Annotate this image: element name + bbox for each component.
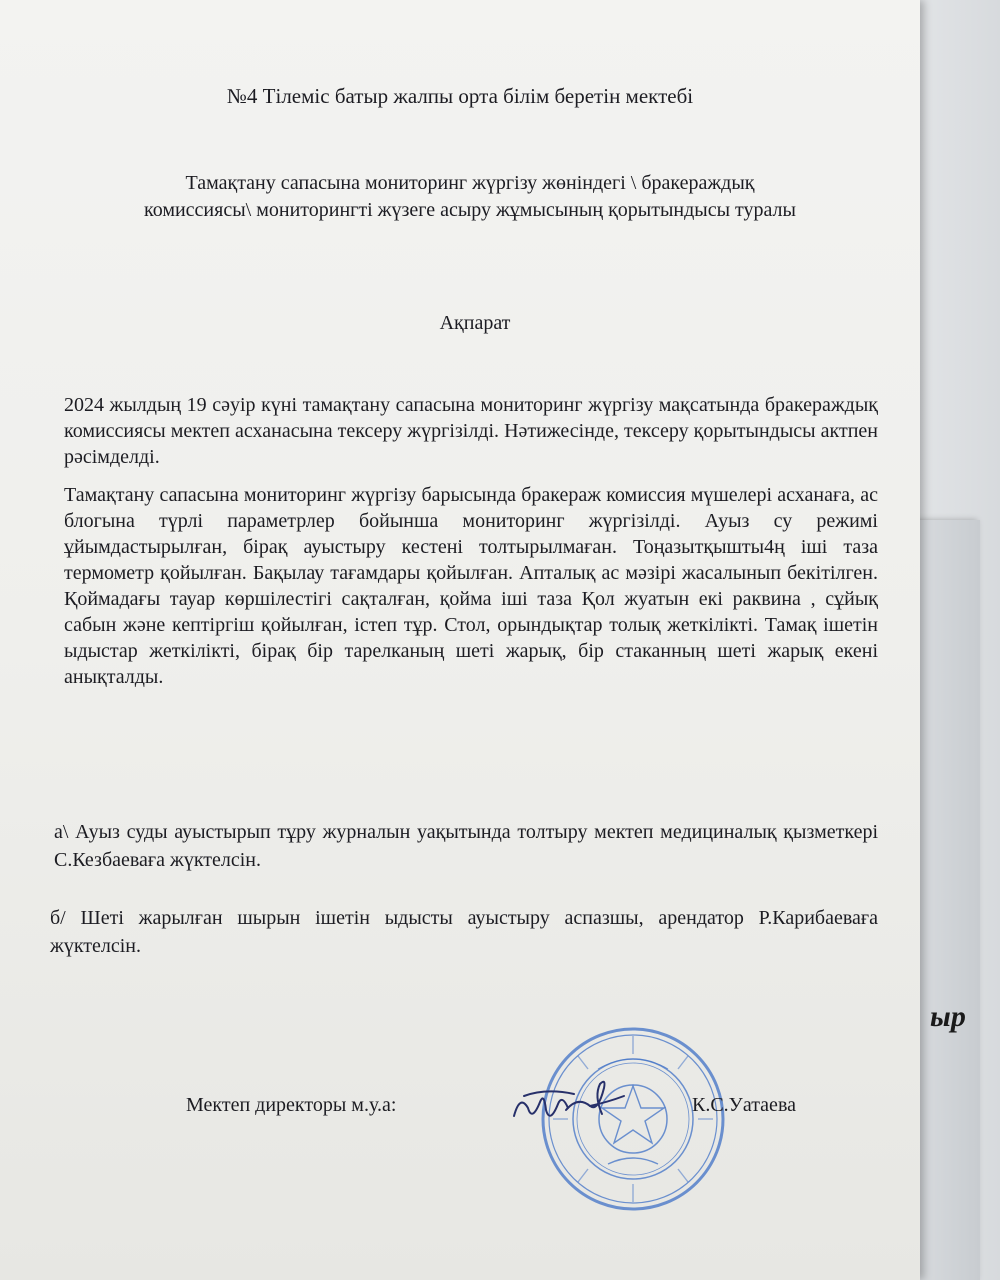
decision-item-a: а\ Ауыз суды ауыстырып тұру журналын уақытында толтыру мектеп медициналық қызметкері С.Кезбаеваға жүктелсін.: [54, 821, 878, 871]
signatory-name: К.С.Уатаева: [692, 1094, 796, 1116]
paragraph-1: 2024 жылдың 19 сәуір күні тамақтану сапасына мониторинг жүргізу мақсатында бракераждық комиссиясы мектеп асханасына тексеру жүргізілді. Нәтижесінде, тексеру қорытындысы актпен рәсімделді.: [64, 394, 878, 468]
subject-line-2: комиссиясы\ мониторингті жүзеге асыру жұмысының қорытындысы туралы: [144, 199, 796, 221]
background-sheet-text: ыр: [930, 1000, 966, 1033]
subject-line-1: Тамақтану сапасына мониторинг жүргізу жөніндегі \ бракераждық: [185, 172, 755, 194]
document-subject: [80, 170, 860, 224]
signature-icon: [506, 1066, 636, 1136]
document-body: [64, 392, 878, 702]
signature-label: Мектеп директоры м.у.а:: [186, 1094, 397, 1116]
paragraph-2: Тамақтану сапасына мониторинг жүргізу барысында бракераж комиссия мүшелері асханаға, ас блогына түрлі параметрлер бойынша мониторинг жүргізілді. Ауыз су режимі ұйымдастырылған, бірақ ауыстыру кестені толтырылмаған. Тоңазытқышты4ң іші таза термометр қойылған. Бақылау тағамдары қойылған. Апталық ас мәзірі жасалынып бекітілген. Қоймадағы тауар көршілестігі сақталған, қойма іші таза Қол жуатын екі раквина , сұйық сабын және кептіргіш қойылған, істеп тұр. Стол, орындықтар толық жеткілікті. Тамақ ішетін ыдыстар жеткілікті, бірақ бір тарелканың шеті жарық, бір стаканның шеті жарық екені анықталды.: [64, 484, 878, 688]
document-type: Ақпарат: [439, 312, 511, 334]
school-name: №4 Тілеміс батыр жалпы орта білім беретін мектебі: [226, 84, 694, 108]
decision-item-b: б/ Шеті жарылған шырын ішетін ыдысты ауыстыру аспазшы, арендатор Р.Карибаеваға жүктелсін.: [50, 907, 878, 957]
